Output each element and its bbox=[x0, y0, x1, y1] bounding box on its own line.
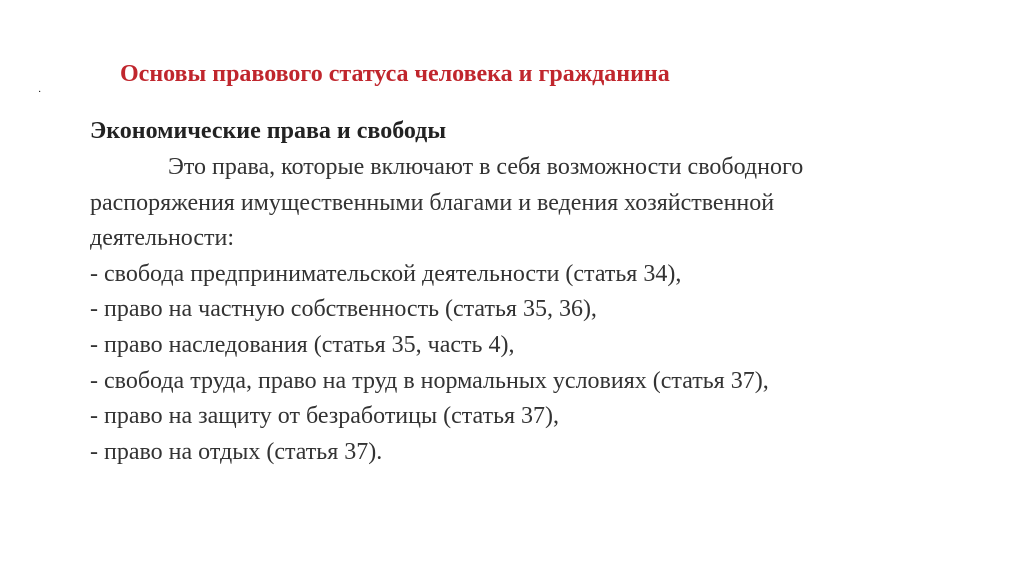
rights-list-item: - право на частную собственность (статья 35, 36), bbox=[90, 296, 597, 323]
rights-list-item: - право наследования (статья 35, часть 4), bbox=[90, 331, 515, 358]
rights-list-item: - свобода труда, право на труд в нормальных условиях (статья 37), bbox=[90, 367, 769, 394]
section-heading: Экономические права и свободы bbox=[90, 118, 447, 144]
intro-line: распоряжения имущественными благами и ведения хозяйственной bbox=[90, 189, 775, 216]
stray-mark: · bbox=[38, 87, 42, 98]
rights-list-item: - право на защиту от безработицы (статья 37), bbox=[90, 403, 560, 430]
intro-line: Это права, которые включают в себя возможности свободного bbox=[168, 154, 804, 180]
rights-list-item: - свобода предпринимательской деятельности (статья 34), bbox=[90, 260, 682, 287]
body-text bbox=[90, 150, 990, 470]
intro-line: деятельности: bbox=[90, 225, 235, 252]
slide-title: Основы правового статуса человека и гражданина bbox=[120, 61, 670, 87]
rights-list-item: - право на отдых (статья 37). bbox=[90, 438, 383, 465]
